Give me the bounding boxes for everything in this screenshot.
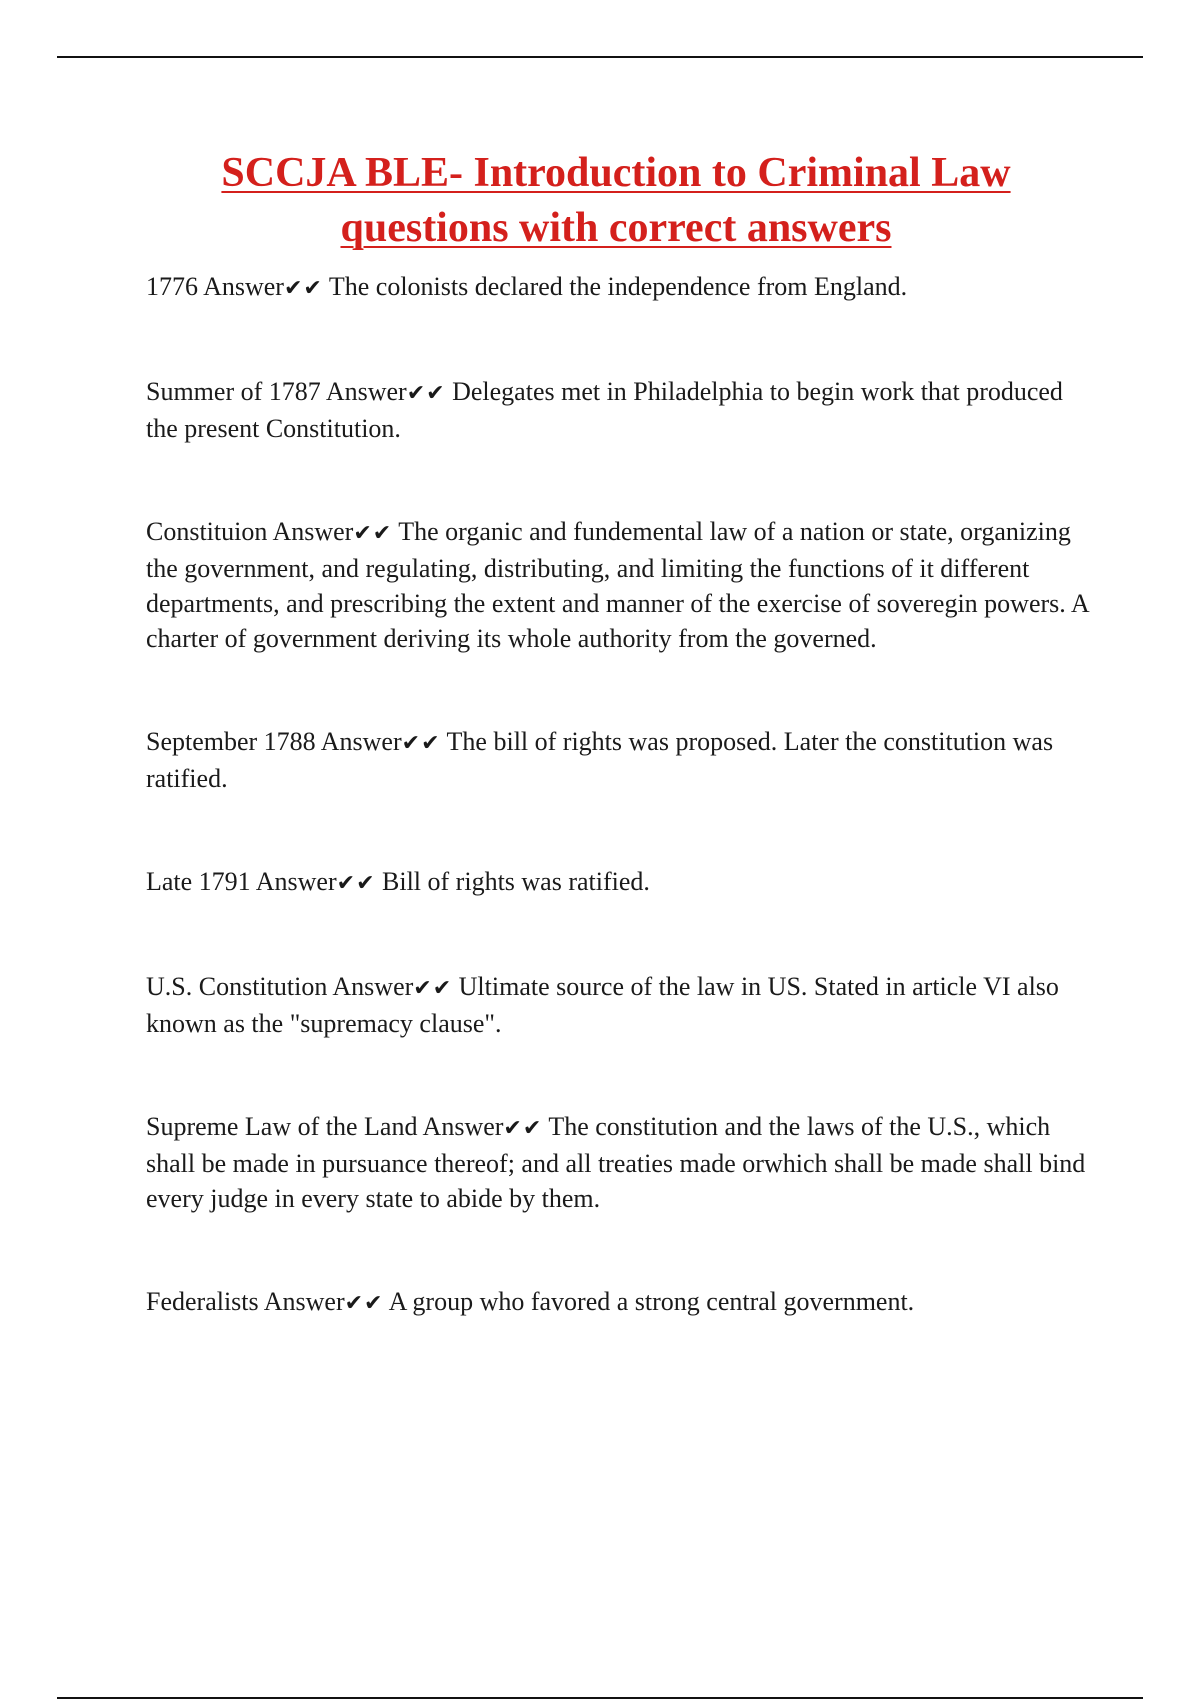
answer-label: Answer <box>320 727 402 756</box>
qa-item <box>146 514 1096 656</box>
double-check-icon: ✔✔ <box>344 1291 384 1316</box>
qa-term: U.S. Constitution <box>146 972 328 1001</box>
qa-answer: A group who favored a strong central government. <box>388 1287 915 1316</box>
double-check-icon: ✔✔ <box>406 381 446 406</box>
qa-answer: Delegates met in Philadelphia to begin work that produced the present Constitution. <box>146 377 1063 443</box>
qa-item <box>146 864 1096 901</box>
double-check-icon: ✔✔ <box>336 871 376 896</box>
qa-answer: Bill of rights was ratified. <box>382 867 650 896</box>
qa-item <box>146 969 1096 1041</box>
document-title: SCCJA BLE- Introduction to Criminal Law questions with correct answers <box>221 150 1011 251</box>
qa-term: Late 1791 <box>146 867 251 896</box>
double-check-icon: ✔✔ <box>283 276 323 301</box>
answer-label: Answer <box>255 867 337 896</box>
answer-label: Answer <box>332 972 414 1001</box>
header-divider <box>57 56 1143 58</box>
qa-item <box>146 724 1096 796</box>
qa-answer: Ultimate source of the law in US. Stated in article VI also known as the "supremacy clause". <box>146 972 1059 1038</box>
qa-answer: The constitution and the laws of the U.S., which shall be made in pursuance thereof; and all treaties made orwhich shall be made shall bind every judge in every state to abide by them. <box>146 1112 1086 1213</box>
answer-label: Answer <box>422 1112 504 1141</box>
answer-label: Answer <box>203 272 284 301</box>
qa-item <box>146 269 1096 306</box>
qa-term: September 1788 <box>146 727 316 756</box>
qa-term: Federalists <box>146 1287 259 1316</box>
footer-divider <box>57 1697 1143 1699</box>
qa-answer: The bill of rights was proposed. Later the constitution was ratified. <box>146 727 1054 793</box>
answer-label: Answer <box>325 377 407 406</box>
qa-item <box>146 1284 1096 1321</box>
double-check-icon: ✔✔ <box>353 521 393 546</box>
qa-item <box>146 1109 1096 1216</box>
qa-answer: The colonists declared the independence from England. <box>328 272 908 301</box>
qa-term: 1776 <box>146 272 198 301</box>
double-check-icon: ✔✔ <box>503 1116 543 1141</box>
double-check-icon: ✔✔ <box>401 731 441 756</box>
qa-term: Constituion <box>146 517 268 546</box>
answer-label: Answer <box>272 517 354 546</box>
qa-term: Summer of 1787 <box>146 377 321 406</box>
double-check-icon: ✔✔ <box>413 976 453 1001</box>
qa-list <box>146 269 1096 1389</box>
qa-item <box>146 374 1096 446</box>
qa-term: Supreme Law of the Land <box>146 1112 418 1141</box>
qa-answer: The organic and fundemental law of a nation or state, organizing the government, and regulating, distributing, and limiting the functions of it different departments, and prescribing the extent and manner of the exercise of soveregin powers. A charter of government deriving its whole authority from the governed. <box>146 517 1089 653</box>
answer-label: Answer <box>263 1287 345 1316</box>
